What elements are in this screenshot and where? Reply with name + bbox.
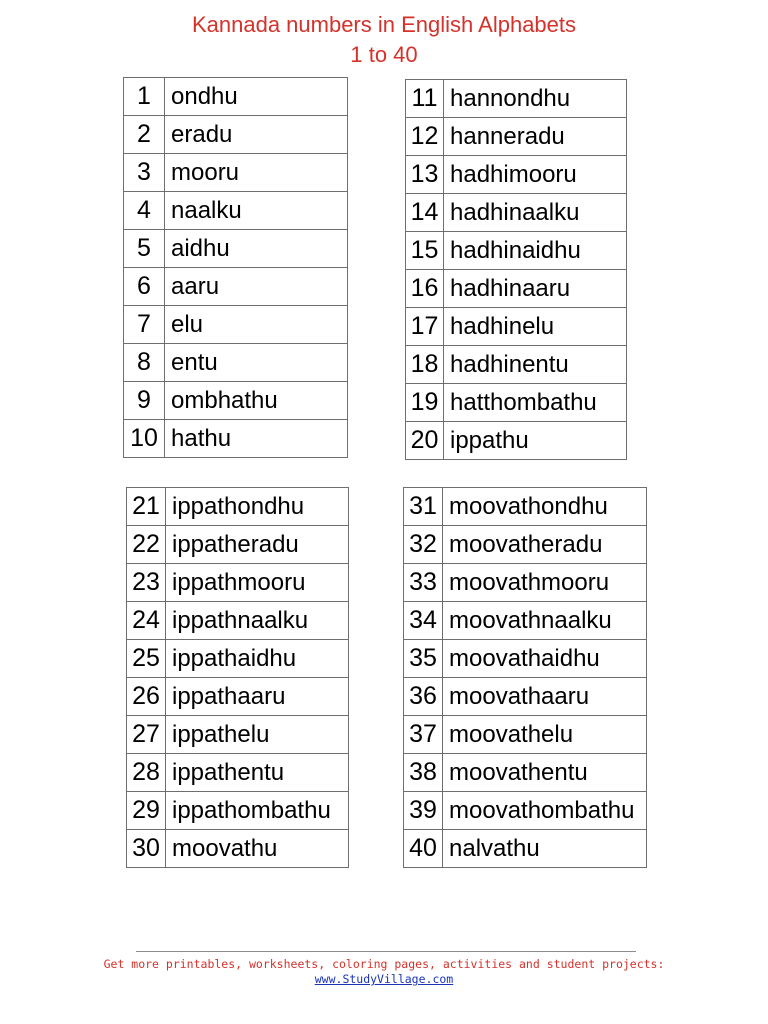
word-cell: elu bbox=[165, 306, 348, 344]
footer-divider bbox=[136, 951, 636, 952]
number-cell: 25 bbox=[127, 640, 166, 678]
number-cell: 33 bbox=[404, 564, 443, 602]
number-cell: 12 bbox=[406, 118, 444, 156]
word-cell: moovathu bbox=[166, 830, 349, 868]
word-cell: moovatheradu bbox=[443, 526, 647, 564]
number-cell: 19 bbox=[406, 384, 444, 422]
table-row bbox=[406, 80, 627, 118]
word-cell: eradu bbox=[165, 116, 348, 154]
word-cell: nalvathu bbox=[443, 830, 647, 868]
number-cell: 17 bbox=[406, 308, 444, 346]
number-cell: 4 bbox=[124, 192, 165, 230]
number-cell: 20 bbox=[406, 422, 444, 460]
number-cell: 23 bbox=[127, 564, 166, 602]
word-cell: hathu bbox=[165, 420, 348, 458]
table-row bbox=[404, 716, 647, 754]
number-cell: 6 bbox=[124, 268, 165, 306]
table-row bbox=[404, 830, 647, 868]
number-cell: 1 bbox=[124, 78, 165, 116]
table-row bbox=[406, 156, 627, 194]
number-cell: 11 bbox=[406, 80, 444, 118]
table-row bbox=[127, 754, 349, 792]
table-row bbox=[406, 232, 627, 270]
table-row bbox=[124, 420, 348, 458]
word-cell: ippathnaalku bbox=[166, 602, 349, 640]
number-cell: 22 bbox=[127, 526, 166, 564]
table-row bbox=[406, 118, 627, 156]
table-row bbox=[406, 270, 627, 308]
word-cell: hannondhu bbox=[444, 80, 627, 118]
number-cell: 36 bbox=[404, 678, 443, 716]
table-row bbox=[404, 754, 647, 792]
word-cell: ippathu bbox=[444, 422, 627, 460]
word-cell: hadhinelu bbox=[444, 308, 627, 346]
word-cell: hadhinaidhu bbox=[444, 232, 627, 270]
table-row bbox=[404, 640, 647, 678]
table-row bbox=[404, 792, 647, 830]
number-cell: 16 bbox=[406, 270, 444, 308]
number-cell: 15 bbox=[406, 232, 444, 270]
table-row bbox=[124, 192, 348, 230]
word-cell: ippathelu bbox=[166, 716, 349, 754]
number-cell: 13 bbox=[406, 156, 444, 194]
word-cell: mooru bbox=[165, 154, 348, 192]
word-cell: hadhinaalku bbox=[444, 194, 627, 232]
number-cell: 29 bbox=[127, 792, 166, 830]
table-row bbox=[124, 382, 348, 420]
table-row bbox=[404, 678, 647, 716]
table-row bbox=[127, 640, 349, 678]
number-cell: 28 bbox=[127, 754, 166, 792]
word-cell: moovathombathu bbox=[443, 792, 647, 830]
number-cell: 5 bbox=[124, 230, 165, 268]
table-row bbox=[127, 488, 349, 526]
word-cell: moovathnaalku bbox=[443, 602, 647, 640]
table-row bbox=[404, 488, 647, 526]
table-row bbox=[124, 78, 348, 116]
word-cell: moovathondhu bbox=[443, 488, 647, 526]
word-cell: ippathondhu bbox=[166, 488, 349, 526]
number-cell: 32 bbox=[404, 526, 443, 564]
numbers-table-1-to-10 bbox=[123, 77, 348, 458]
table-row bbox=[404, 526, 647, 564]
table-row bbox=[404, 564, 647, 602]
word-cell: ippathaaru bbox=[166, 678, 349, 716]
number-cell: 2 bbox=[124, 116, 165, 154]
word-cell: aidhu bbox=[165, 230, 348, 268]
number-cell: 38 bbox=[404, 754, 443, 792]
table-row bbox=[406, 308, 627, 346]
number-cell: 27 bbox=[127, 716, 166, 754]
table-row bbox=[124, 344, 348, 382]
number-cell: 40 bbox=[404, 830, 443, 868]
numbers-table-11-to-20 bbox=[405, 79, 627, 460]
number-cell: 34 bbox=[404, 602, 443, 640]
table-row bbox=[124, 306, 348, 344]
number-cell: 30 bbox=[127, 830, 166, 868]
table-row bbox=[127, 716, 349, 754]
word-cell: hadhinaaru bbox=[444, 270, 627, 308]
table-row bbox=[127, 526, 349, 564]
number-cell: 21 bbox=[127, 488, 166, 526]
word-cell: ippathentu bbox=[166, 754, 349, 792]
word-cell: moovathaidhu bbox=[443, 640, 647, 678]
word-cell: ippathaidhu bbox=[166, 640, 349, 678]
table-row bbox=[124, 268, 348, 306]
number-cell: 14 bbox=[406, 194, 444, 232]
number-cell: 10 bbox=[124, 420, 165, 458]
number-cell: 8 bbox=[124, 344, 165, 382]
word-cell: ombhathu bbox=[165, 382, 348, 420]
table-row bbox=[406, 422, 627, 460]
number-cell: 18 bbox=[406, 346, 444, 384]
table-row bbox=[406, 384, 627, 422]
word-cell: hanneradu bbox=[444, 118, 627, 156]
page-subtitle: 1 to 40 bbox=[350, 42, 418, 67]
page-title: Kannada numbers in English Alphabets bbox=[191, 12, 577, 37]
number-cell: 37 bbox=[404, 716, 443, 754]
table-row bbox=[124, 230, 348, 268]
word-cell: ippatheradu bbox=[166, 526, 349, 564]
number-cell: 39 bbox=[404, 792, 443, 830]
number-cell: 26 bbox=[127, 678, 166, 716]
table-row bbox=[127, 792, 349, 830]
word-cell: hatthombathu bbox=[444, 384, 627, 422]
number-cell: 35 bbox=[404, 640, 443, 678]
table-row bbox=[124, 154, 348, 192]
word-cell: moovathaaru bbox=[443, 678, 647, 716]
number-cell: 31 bbox=[404, 488, 443, 526]
word-cell: aaru bbox=[165, 268, 348, 306]
table-row bbox=[127, 602, 349, 640]
word-cell: ippathombathu bbox=[166, 792, 349, 830]
word-cell: moovathentu bbox=[443, 754, 647, 792]
table-row bbox=[406, 194, 627, 232]
table-row bbox=[124, 116, 348, 154]
number-cell: 24 bbox=[127, 602, 166, 640]
word-cell: moovathmooru bbox=[443, 564, 647, 602]
table-row bbox=[127, 564, 349, 602]
word-cell: hadhinentu bbox=[444, 346, 627, 384]
number-cell: 9 bbox=[124, 382, 165, 420]
word-cell: ippathmooru bbox=[166, 564, 349, 602]
numbers-table-31-to-40 bbox=[403, 487, 647, 868]
word-cell: ondhu bbox=[165, 78, 348, 116]
table-row bbox=[127, 678, 349, 716]
footer-link[interactable]: www.StudyVillage.com bbox=[314, 972, 454, 986]
table-row bbox=[404, 602, 647, 640]
numbers-table-21-to-30 bbox=[126, 487, 349, 868]
footer-text: Get more printables, worksheets, coloring pages, activities and student projects: bbox=[103, 957, 665, 971]
word-cell: naalku bbox=[165, 192, 348, 230]
number-cell: 7 bbox=[124, 306, 165, 344]
table-row bbox=[406, 346, 627, 384]
word-cell: hadhimooru bbox=[444, 156, 627, 194]
number-cell: 3 bbox=[124, 154, 165, 192]
word-cell: entu bbox=[165, 344, 348, 382]
word-cell: moovathelu bbox=[443, 716, 647, 754]
table-row bbox=[127, 830, 349, 868]
